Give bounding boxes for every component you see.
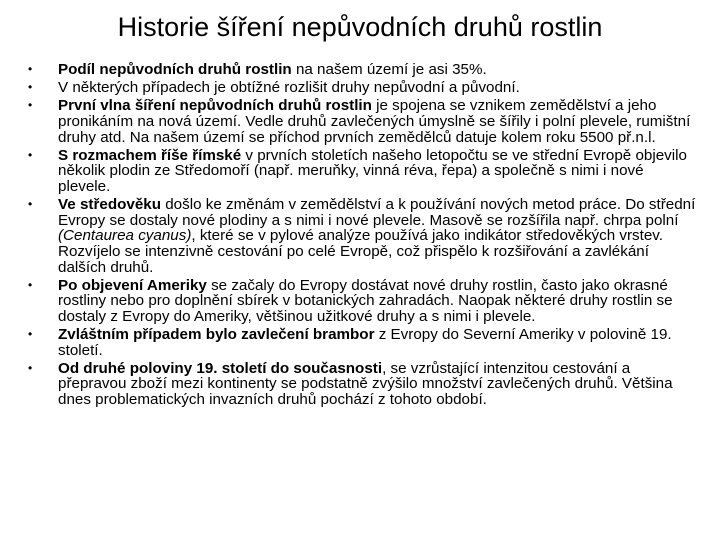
bullet-text: v prvních stoletích našeho letopočtu se ve střední Evropě objevilo několik plodin ze Středomoří (např. meruňky, vinná réva, řepa) a společně s nimi i nové plevele.: [58, 146, 687, 195]
bullet-bold-text: Od druhé poloviny 19. století do současnosti: [58, 359, 383, 377]
bullet-item-1: [28, 62, 700, 78]
bullet-text: na našem území je asi 35%.: [291, 61, 487, 78]
bullet-text: došlo ke změnám v zemědělství a k používání nových metod práce. Do střední Evropy se dostaly nové plodiny a s nimi i nové plevele. Masově se rozšířila např. chrpa polní: [58, 196, 696, 229]
bullet-bold-text: Podíl nepůvodních druhů rostlin: [58, 61, 292, 78]
bullet-text: , se vzrůstající intenzitou cestování a přepravou zboží mezi kontinenty se podstatně zvýšilo množství zavlečených druhů. Většina dnes problematických invazních druhů pochází z tohoto období.: [58, 359, 673, 409]
bullet-dot-icon: •: [28, 360, 33, 375]
bullet-item-3: [28, 98, 700, 145]
bullet-dot-icon: •: [28, 277, 33, 292]
bullet-text: z Evropy do Severní Ameriky v polovině 19. století.: [58, 326, 672, 359]
bullet-item-6: [28, 278, 700, 325]
bullet-item-8: [28, 361, 700, 408]
bullet-item-2: [28, 80, 700, 96]
bullet-dot-icon: •: [28, 197, 33, 212]
bullet-italic-text: (Centaurea cyanus): [58, 227, 192, 245]
bullet-text-continued: , které se v pylové analýze používá jako indikátor středověkých vrstev. Rozvíjelo se intenzivně cestování po celé Evropě, což přispělo k rozšiřování a zavlékání dalších druhů.: [58, 227, 663, 276]
bullet-dot-icon: •: [28, 62, 33, 76]
bullet-item-7: [28, 327, 700, 358]
bullet-dot-icon: •: [28, 98, 33, 113]
bullet-dot-icon: •: [28, 327, 33, 342]
bullet-bold-text: Ve středověku: [58, 196, 161, 214]
bullet-bold-text: Zvláštním případem bylo zavlečení brambor: [58, 326, 375, 344]
bullet-bold-text: S rozmachem říše římské: [58, 146, 242, 164]
bullet-bold-text: Po objevení Ameriky: [58, 276, 207, 294]
bullet-text: je spojena se vznikem zemědělství a jeho pronikáním na nová území. Vedle druhů zavlečených úmyslně se šířily i polní plevele, rumištní druhy atd. Na našem území se příchod prvních zemědělců datuje kolem roku 5500 př.n.l.: [58, 97, 691, 146]
bullet-text: se začaly do Evropy dostávat nové druhy rostlin, často jako okrasné rostliny nebo pro doplnění sbírek v botanických zahradách. Naopak některé druhy rostlin se dostaly z Evropy do Ameriky, většinou užitkové druhy a s nimi i plevele.: [58, 276, 673, 325]
bullet-list: [28, 62, 700, 410]
bullet-item-4: [28, 148, 700, 195]
bullet-text: V některých případech je obtížné rozlišit druhy nepůvodní a původní.: [58, 79, 520, 97]
bullet-dot-icon: •: [28, 147, 33, 162]
slide-title: Historie šíření nepůvodních druhů rostlin: [117, 12, 603, 42]
bullet-item-5: [28, 197, 700, 275]
bullet-bold-text: První vlna šíření nepůvodních druhů rostlin: [58, 97, 372, 115]
bullet-dot-icon: •: [28, 80, 33, 95]
